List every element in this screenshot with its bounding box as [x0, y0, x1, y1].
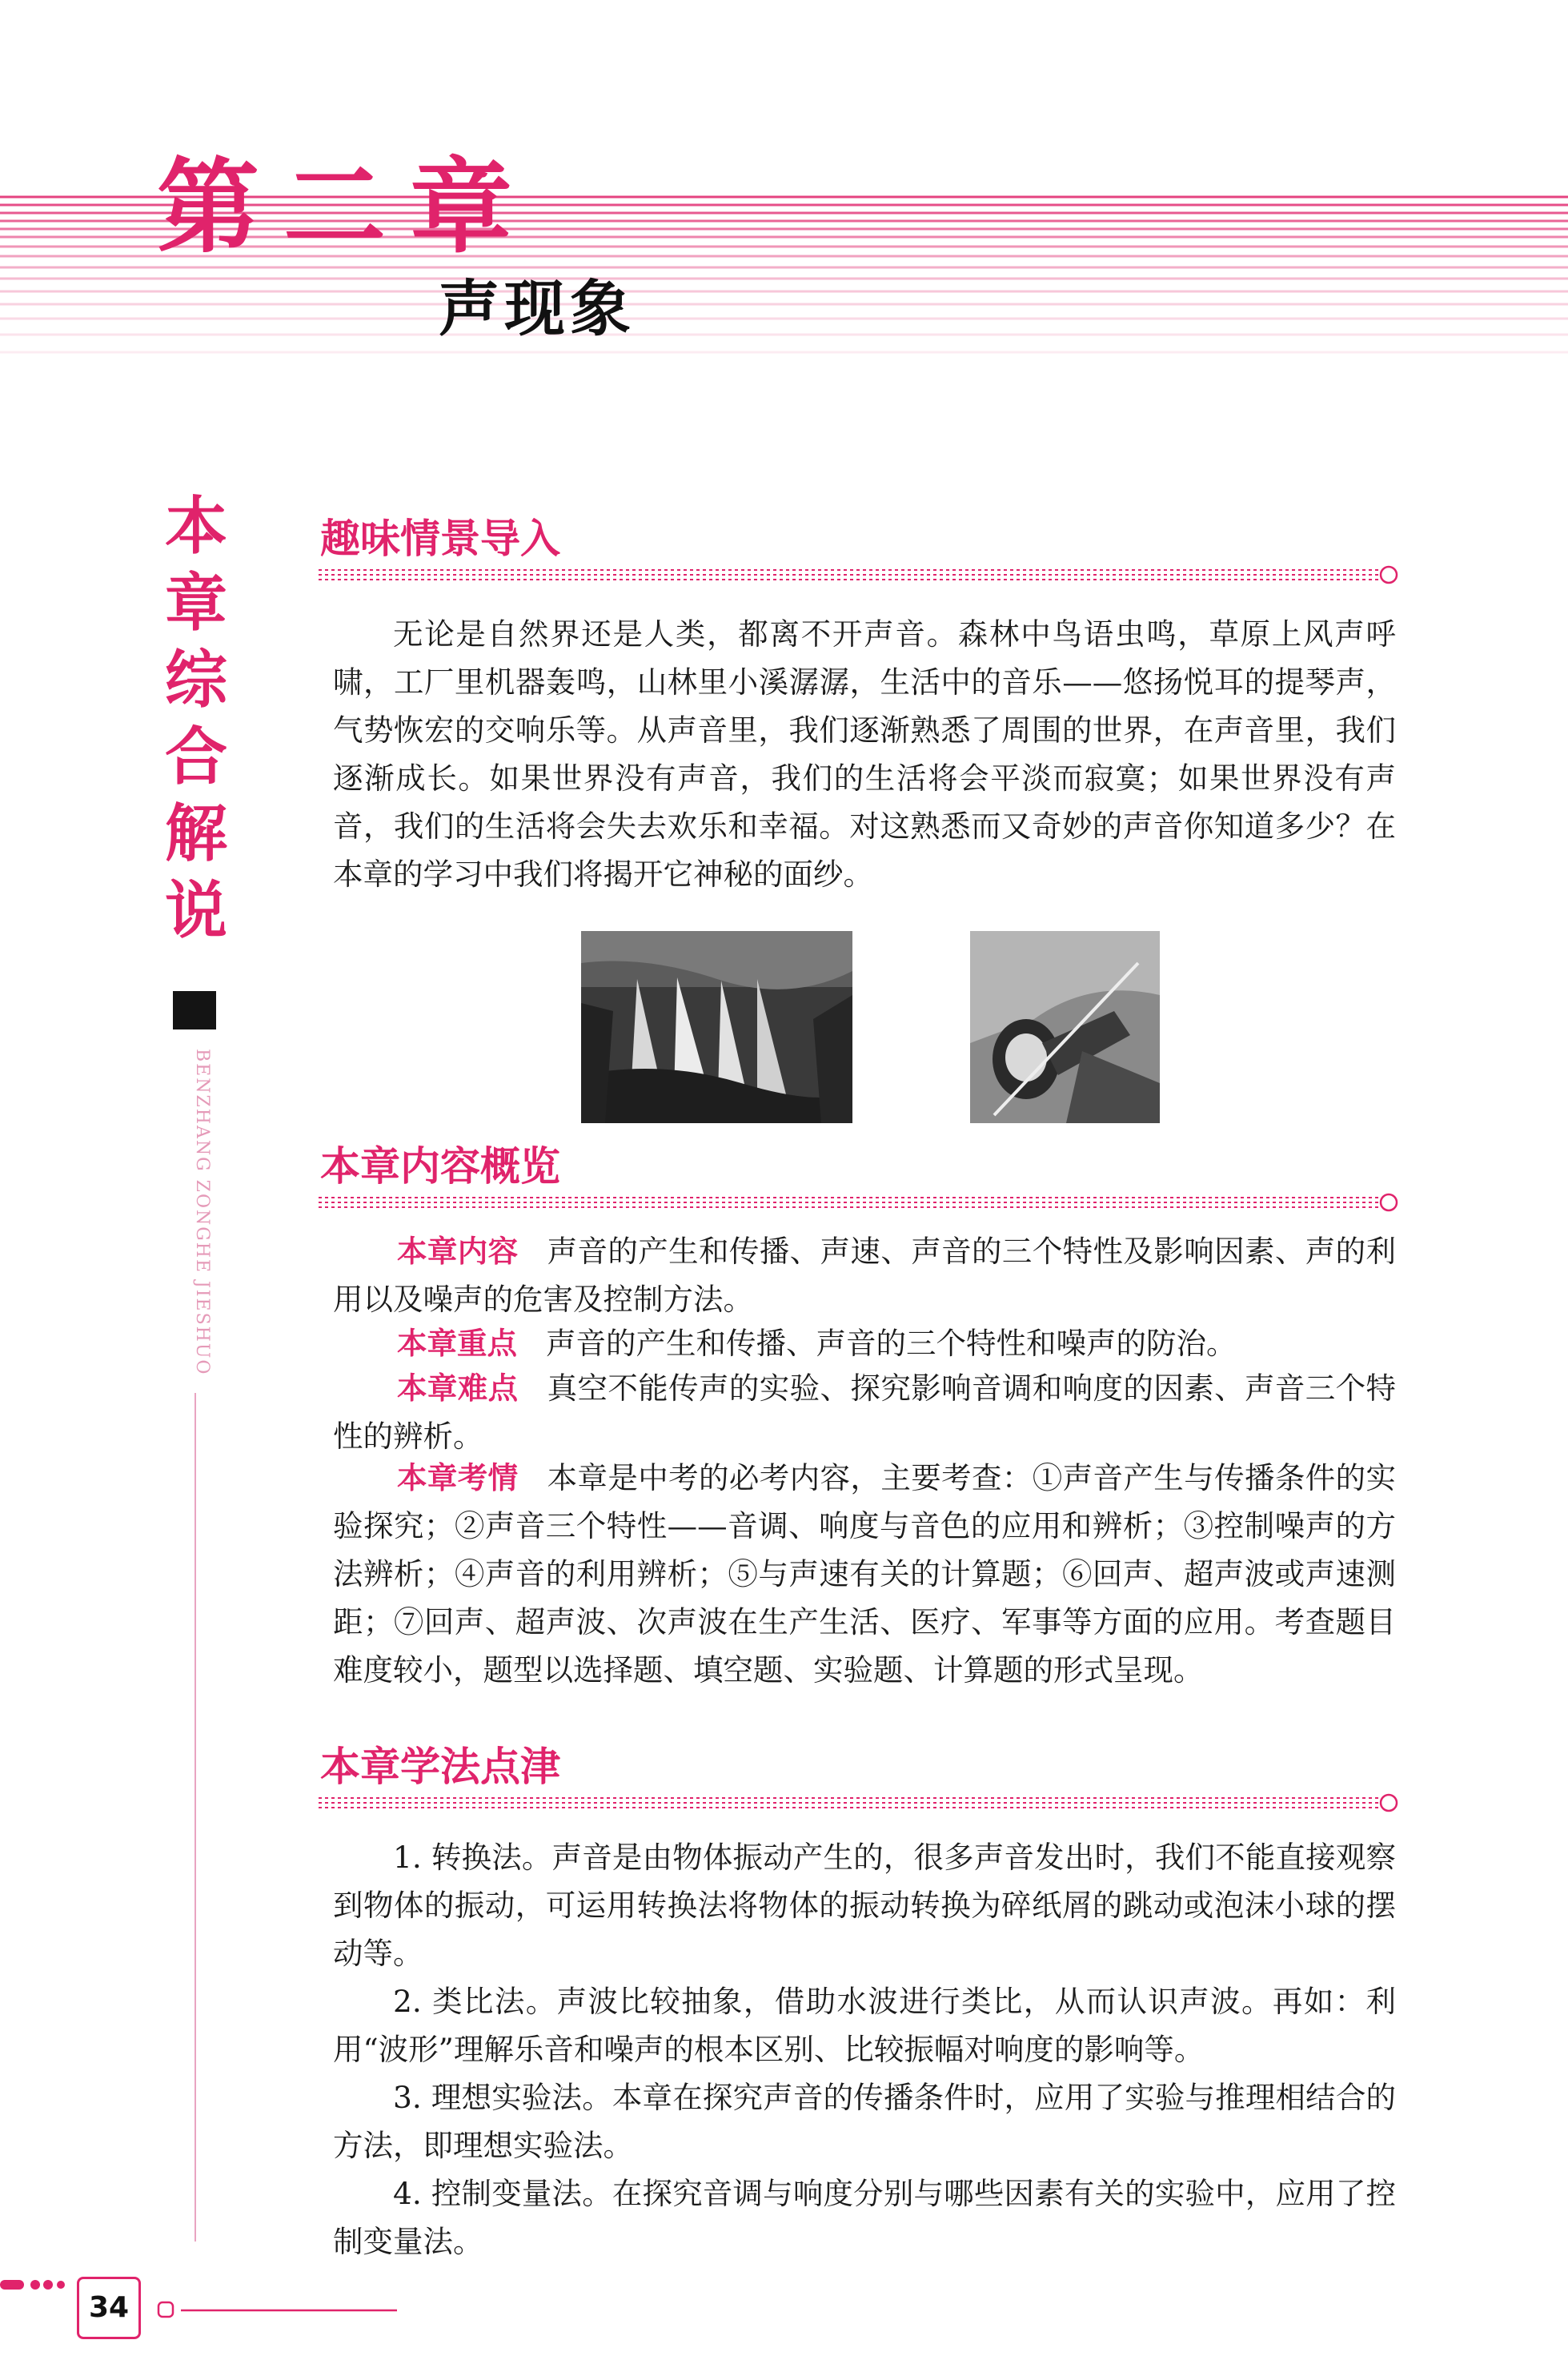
section-heading-intro: 趣味情景导入 [320, 516, 560, 562]
sidebar-char: 章 [164, 567, 227, 640]
violin-player-photo [970, 931, 1160, 1123]
overview-item-focus [333, 1319, 1396, 1367]
overview-item-difficulty [333, 1364, 1396, 1460]
method-paragraph: 3. 理想实验法。本章在探究声音的传播条件时，应用了实验与推理相结合的方法，即理想实验法。 [333, 2080, 1396, 2163]
overview-text: 声音的产生和传播、声音的三个特性和噪声的防治。 [546, 1326, 1237, 1361]
section-heading-overview: 本章内容概览 [320, 1143, 560, 1190]
waterfall-photo [581, 931, 852, 1123]
section-divider [319, 1793, 1399, 1812]
chapter-subtitle: 声现象 [439, 273, 636, 344]
footer-dots-icon [0, 2274, 80, 2298]
overview-text: 本章是中考的必考内容，主要考查：①声音产生与传播条件的实验探究；②声音三个特性——音调、响度与音色的应用和辨析；③控制噪声的方法辨析；④声音的利用辨析；⑤与声速有关的计算题；⑥回声、超声波或声速测距；⑦回声、超声波、次声波在生产生活、医疗、军事等方面的应用。考查题目难度较小，题型以选择题、填空题、实验题、计算题的形式呈现。 [333, 1460, 1397, 1688]
sidebar-char: 解 [164, 797, 227, 870]
overview-label: 本章重点 [397, 1326, 517, 1361]
footer-rule [157, 2301, 397, 2325]
page-number: 34 [77, 2277, 141, 2339]
overview-text: 声音的产生和传播、声速、声音的三个特性及影响因素、声的利用以及噪声的危害及控制方法。 [333, 1234, 1397, 1317]
sidebar-char: 合 [164, 720, 227, 793]
section-divider [319, 1193, 1399, 1212]
sidebar-pinyin [179, 1049, 227, 1385]
overview-item-content [333, 1227, 1396, 1323]
method-paragraph: 1. 转换法。声音是由物体振动产生的，很多声音发出时，我们不能直接观察到物体的振动，可运用转换法将物体的振动转换为碎纸屑的跳动或泡沫小球的摆动等。 [333, 1840, 1396, 1971]
method-paragraph: 2. 类比法。声波比较抽象，借助水波进行类比，从而认识声波。再如：利用“波形”理解乐音和噪声的根本区别、比较振幅对响度的影响等。 [333, 1984, 1396, 2067]
sidebar-char: 本 [164, 490, 227, 563]
overview-label: 本章考情 [397, 1460, 519, 1495]
method-paragraph: 4. 控制变量法。在探究音调与响度分别与哪些因素有关的实验中，应用了控制变量法。 [333, 2176, 1396, 2259]
sidebar-rule [194, 1393, 196, 2242]
section-heading-methods: 本章学法点津 [320, 1744, 560, 1790]
section-divider [319, 565, 1399, 584]
intro-paragraph: 无论是自然界还是人类，都离不开声音。森林中鸟语虫鸣，草原上风声呼啸，工厂里机器轰鸣，山林里小溪潺潺，生活中的音乐——悠扬悦耳的提琴声，气势恢宏的交响乐等。从声音里，我们逐渐熟悉了周围的世界，在声音里，我们逐渐成长。如果世界没有声音，我们的生活将会平淡而寂寞；如果世界没有声音，我们的生活将会失去欢乐和幸福。对这熟悉而又奇妙的声音你知道多少？在本章的学习中我们将揭开它神秘的面纱。 [333, 616, 1396, 892]
sidebar-char: 综 [164, 644, 227, 716]
overview-label: 本章内容 [397, 1234, 519, 1269]
sidebar-pinyin-text: BENZHANG ZONGHE JIESHUO [192, 1049, 212, 1376]
overview-item-exam [333, 1454, 1396, 1694]
overview-label: 本章难点 [397, 1371, 519, 1406]
sidebar-vertical-title [164, 488, 228, 949]
sidebar-square-marker [173, 991, 216, 1029]
overview-text: 真空不能传声的实验、探究影响音调和响度的因素、声音三个特性的辨析。 [333, 1371, 1397, 1454]
sidebar-char: 说 [164, 874, 227, 947]
chapter-number-title: 第二章 [157, 148, 537, 267]
